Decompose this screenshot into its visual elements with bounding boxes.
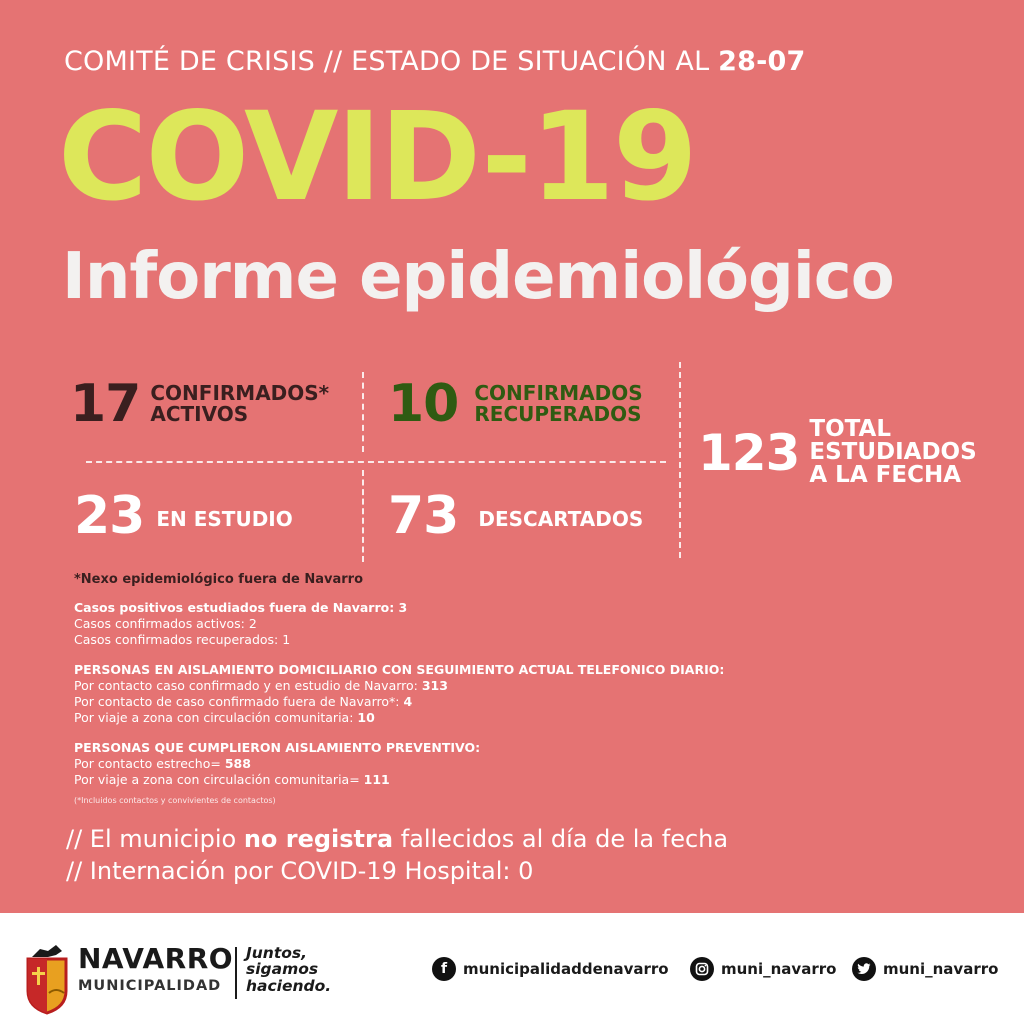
deaths-bold: no registra: [243, 825, 394, 853]
instagram-icon: [690, 957, 714, 981]
confirmed-recovered-label-line1: CONFIRMADOS: [474, 381, 643, 405]
total-label-line2: ESTUDIADOS: [809, 439, 977, 465]
outside-cases-title: Casos positivos estudiados fuera de Navarro: 3: [74, 600, 408, 615]
isolation-line-value: 313: [421, 678, 448, 693]
completed-line-text: Por contacto estrecho=: [74, 756, 225, 771]
slogan-line2: sigamos: [246, 960, 319, 979]
discarded-number: 73: [388, 486, 459, 546]
facebook-link[interactable]: [432, 957, 669, 981]
confirmed-recovered-number: 10: [388, 374, 459, 434]
contacts-footnote: (*Incluidos contactos y convivientes de contactos): [74, 796, 276, 805]
isolation-line: [74, 710, 954, 726]
completed-line-value: 588: [224, 756, 251, 771]
header-prefix: COMITÉ DE CRISIS // ESTADO DE SITUACIÓN AL: [64, 46, 719, 77]
total-label-line1: TOTAL: [809, 416, 891, 442]
confirmed-recovered-label: [474, 383, 642, 425]
grid-divider-vertical-3: [679, 362, 681, 558]
outside-cases-line: Casos confirmados activos: 2: [74, 616, 257, 631]
isolation-block: [74, 662, 954, 726]
total-studied-number: 123: [698, 423, 800, 482]
brand-subtitle: MUNICIPALIDAD: [78, 978, 222, 994]
deaths-prefix: // El municipio: [66, 825, 244, 853]
isolation-line-value: 4: [403, 694, 413, 709]
stat-confirmed-active: [70, 374, 330, 434]
twitter-handle: muni_navarro: [883, 960, 999, 978]
stat-total-studied: [698, 418, 977, 487]
isolation-line: [74, 694, 954, 710]
twitter-icon: [852, 957, 876, 981]
total-studied-label: [809, 418, 976, 487]
isolation-line-text: Por viaje a zona con circulación comunitaria:: [74, 710, 358, 725]
discarded-label: DESCARTADOS: [478, 506, 644, 531]
instagram-handle: muni_navarro: [721, 960, 837, 978]
slogan-line3: haciendo.: [246, 976, 332, 995]
brand-block: [78, 942, 234, 994]
stat-confirmed-recovered: [388, 374, 643, 434]
isolation-line-value: 10: [357, 710, 375, 725]
completed-line-text: Por viaje a zona con circulación comunitaria=: [74, 772, 364, 787]
slogan-line1: Juntos,: [246, 944, 308, 962]
instagram-link[interactable]: [690, 957, 836, 981]
brand-divider: [235, 947, 237, 999]
completed-isolation-line: [74, 756, 954, 772]
municipal-crest-icon: [22, 941, 72, 1015]
stat-discarded: [388, 486, 644, 546]
in-study-label: EN ESTUDIO: [156, 506, 293, 531]
stat-in-study: [74, 486, 293, 546]
confirmed-active-label-line2: ACTIVOS: [150, 402, 249, 426]
deaths-suffix: fallecidos al día de la fecha: [393, 825, 729, 853]
report-subtitle: Informe epidemiológico: [62, 240, 894, 314]
confirmed-active-number: 17: [70, 374, 141, 434]
grid-divider-horizontal: [86, 461, 666, 463]
completed-isolation-block: [74, 740, 954, 788]
slogan: [246, 945, 331, 994]
isolation-title: PERSONAS EN AISLAMIENTO DOMICILIARIO CON SEGUIMIENTO ACTUAL TELEFONICO DIARIO:: [74, 662, 725, 677]
in-study-number: 23: [74, 486, 145, 546]
header-line: [64, 46, 805, 77]
brand-name: NAVARRO: [78, 942, 234, 975]
completed-isolation-title: PERSONAS QUE CUMPLIERON AISLAMIENTO PREVENTIVO:: [74, 740, 481, 755]
grid-divider-vertical-2: [362, 470, 364, 562]
twitter-link[interactable]: [852, 957, 998, 981]
header-date: 28-07: [718, 46, 806, 77]
total-label-line3: A LA FECHA: [809, 462, 961, 488]
notes-section: [74, 572, 954, 805]
nexo-note: *Nexo epidemiológico fuera de Navarro: [74, 572, 364, 587]
completed-isolation-line: [74, 772, 954, 788]
grid-divider-vertical-1: [362, 372, 364, 452]
deaths-statement: [66, 825, 728, 853]
bottom-bar: [0, 913, 1024, 1024]
facebook-icon: f: [432, 957, 456, 981]
confirmed-recovered-label-line2: RECUPERADOS: [474, 402, 642, 426]
facebook-handle: municipalidaddenavarro: [463, 960, 669, 978]
isolation-line: [74, 678, 954, 694]
hospital-statement: // Internación por COVID-19 Hospital: 0: [66, 857, 534, 885]
confirmed-active-label-line1: CONFIRMADOS*: [150, 381, 330, 405]
confirmed-active-label: [150, 383, 329, 425]
covid-title: COVID-19: [58, 86, 696, 228]
isolation-line-text: Por contacto de caso confirmado fuera de Navarro*:: [74, 694, 404, 709]
isolation-line-text: Por contacto caso confirmado y en estudio de Navarro:: [74, 678, 422, 693]
outside-cases-block: [74, 600, 954, 648]
completed-line-value: 111: [363, 772, 390, 787]
outside-cases-line: Casos confirmados recuperados: 1: [74, 632, 291, 647]
